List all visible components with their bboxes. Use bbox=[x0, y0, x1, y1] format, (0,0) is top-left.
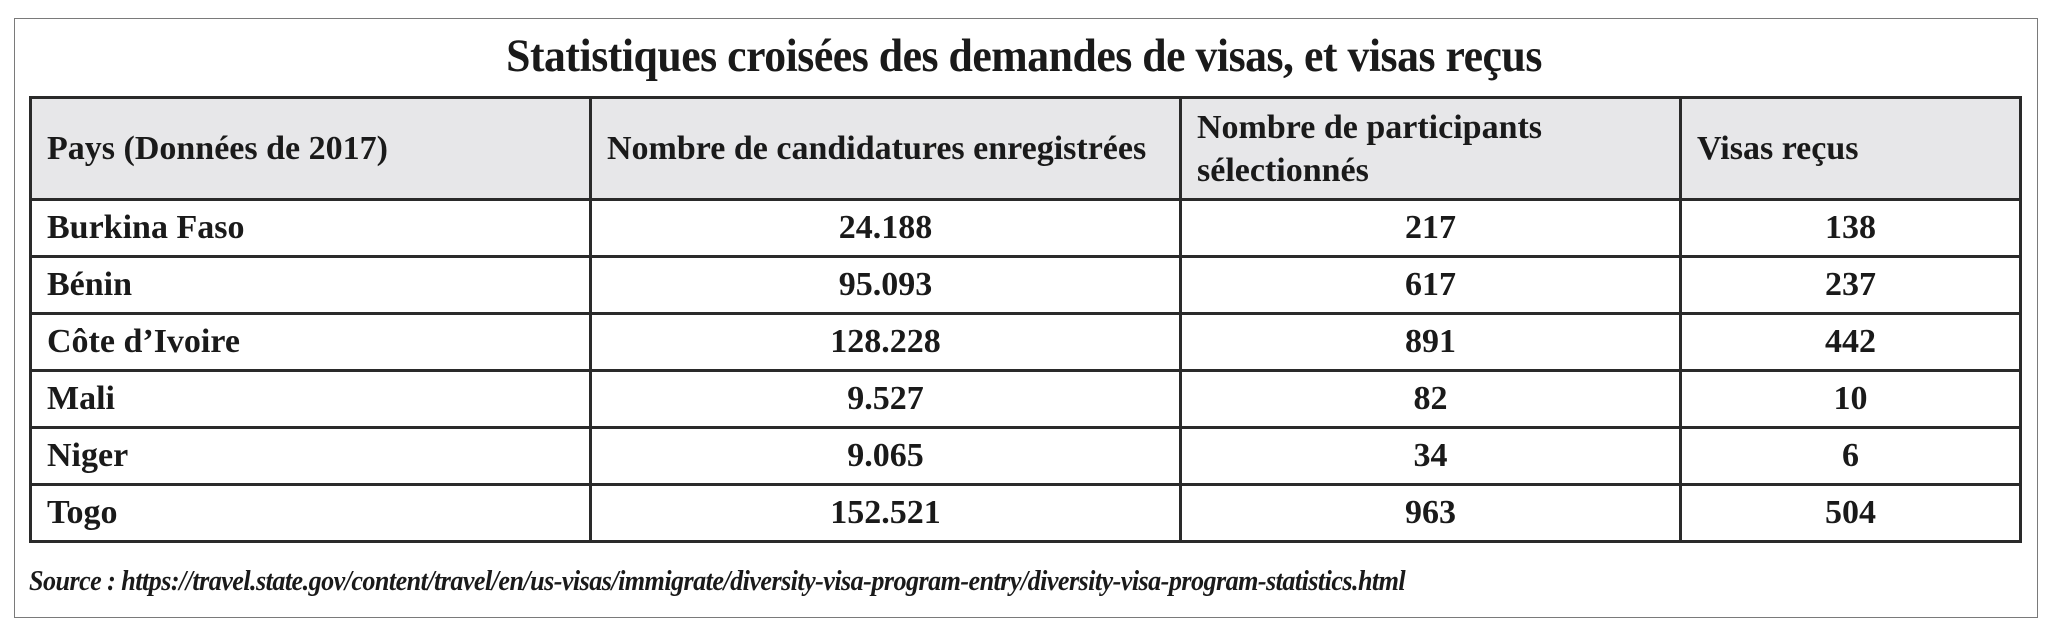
column-header-applications: Nombre de candidatures enregistrées bbox=[591, 98, 1181, 200]
data-table bbox=[29, 96, 2022, 543]
table-row bbox=[31, 371, 2021, 428]
cell-country: Burkina Faso bbox=[31, 200, 591, 257]
cell-applications: 9.065 bbox=[591, 428, 1181, 485]
cell-visas: 138 bbox=[1681, 200, 2021, 257]
cell-country: Niger bbox=[31, 428, 591, 485]
column-header-selected: Nombre de participants sélectionnés bbox=[1181, 98, 1681, 200]
cell-selected: 217 bbox=[1181, 200, 1681, 257]
column-header-country: Pays (Données de 2017) bbox=[31, 98, 591, 200]
cell-visas: 442 bbox=[1681, 314, 2021, 371]
cell-country: Côte d’Ivoire bbox=[31, 314, 591, 371]
cell-visas: 6 bbox=[1681, 428, 2021, 485]
cell-selected: 82 bbox=[1181, 371, 1681, 428]
cell-applications: 24.188 bbox=[591, 200, 1181, 257]
cell-visas: 237 bbox=[1681, 257, 2021, 314]
cell-visas: 504 bbox=[1681, 485, 2021, 542]
table-row bbox=[31, 485, 2021, 542]
cell-country: Togo bbox=[31, 485, 591, 542]
cell-visas: 10 bbox=[1681, 371, 2021, 428]
cell-selected: 34 bbox=[1181, 428, 1681, 485]
table-row bbox=[31, 314, 2021, 371]
table-row bbox=[31, 200, 2021, 257]
cell-applications: 95.093 bbox=[591, 257, 1181, 314]
source-note: Source : https://travel.state.gov/content/travel/en/us-visas/immigrate/diversity-visa-program-entry/diversity-visa-program-statistics.html bbox=[29, 565, 1406, 597]
column-header-visas: Visas reçus bbox=[1681, 98, 2021, 200]
cell-selected: 963 bbox=[1181, 485, 1681, 542]
table-row bbox=[31, 428, 2021, 485]
table-title: Statistiques croisées des demandes de visas, et visas reçus bbox=[506, 30, 1542, 82]
header-row bbox=[31, 98, 2021, 200]
cell-applications: 128.228 bbox=[591, 314, 1181, 371]
table-row bbox=[31, 257, 2021, 314]
cell-applications: 9.527 bbox=[591, 371, 1181, 428]
cell-country: Mali bbox=[31, 371, 591, 428]
cell-selected: 617 bbox=[1181, 257, 1681, 314]
cell-country: Bénin bbox=[31, 257, 591, 314]
cell-selected: 891 bbox=[1181, 314, 1681, 371]
cell-applications: 152.521 bbox=[591, 485, 1181, 542]
